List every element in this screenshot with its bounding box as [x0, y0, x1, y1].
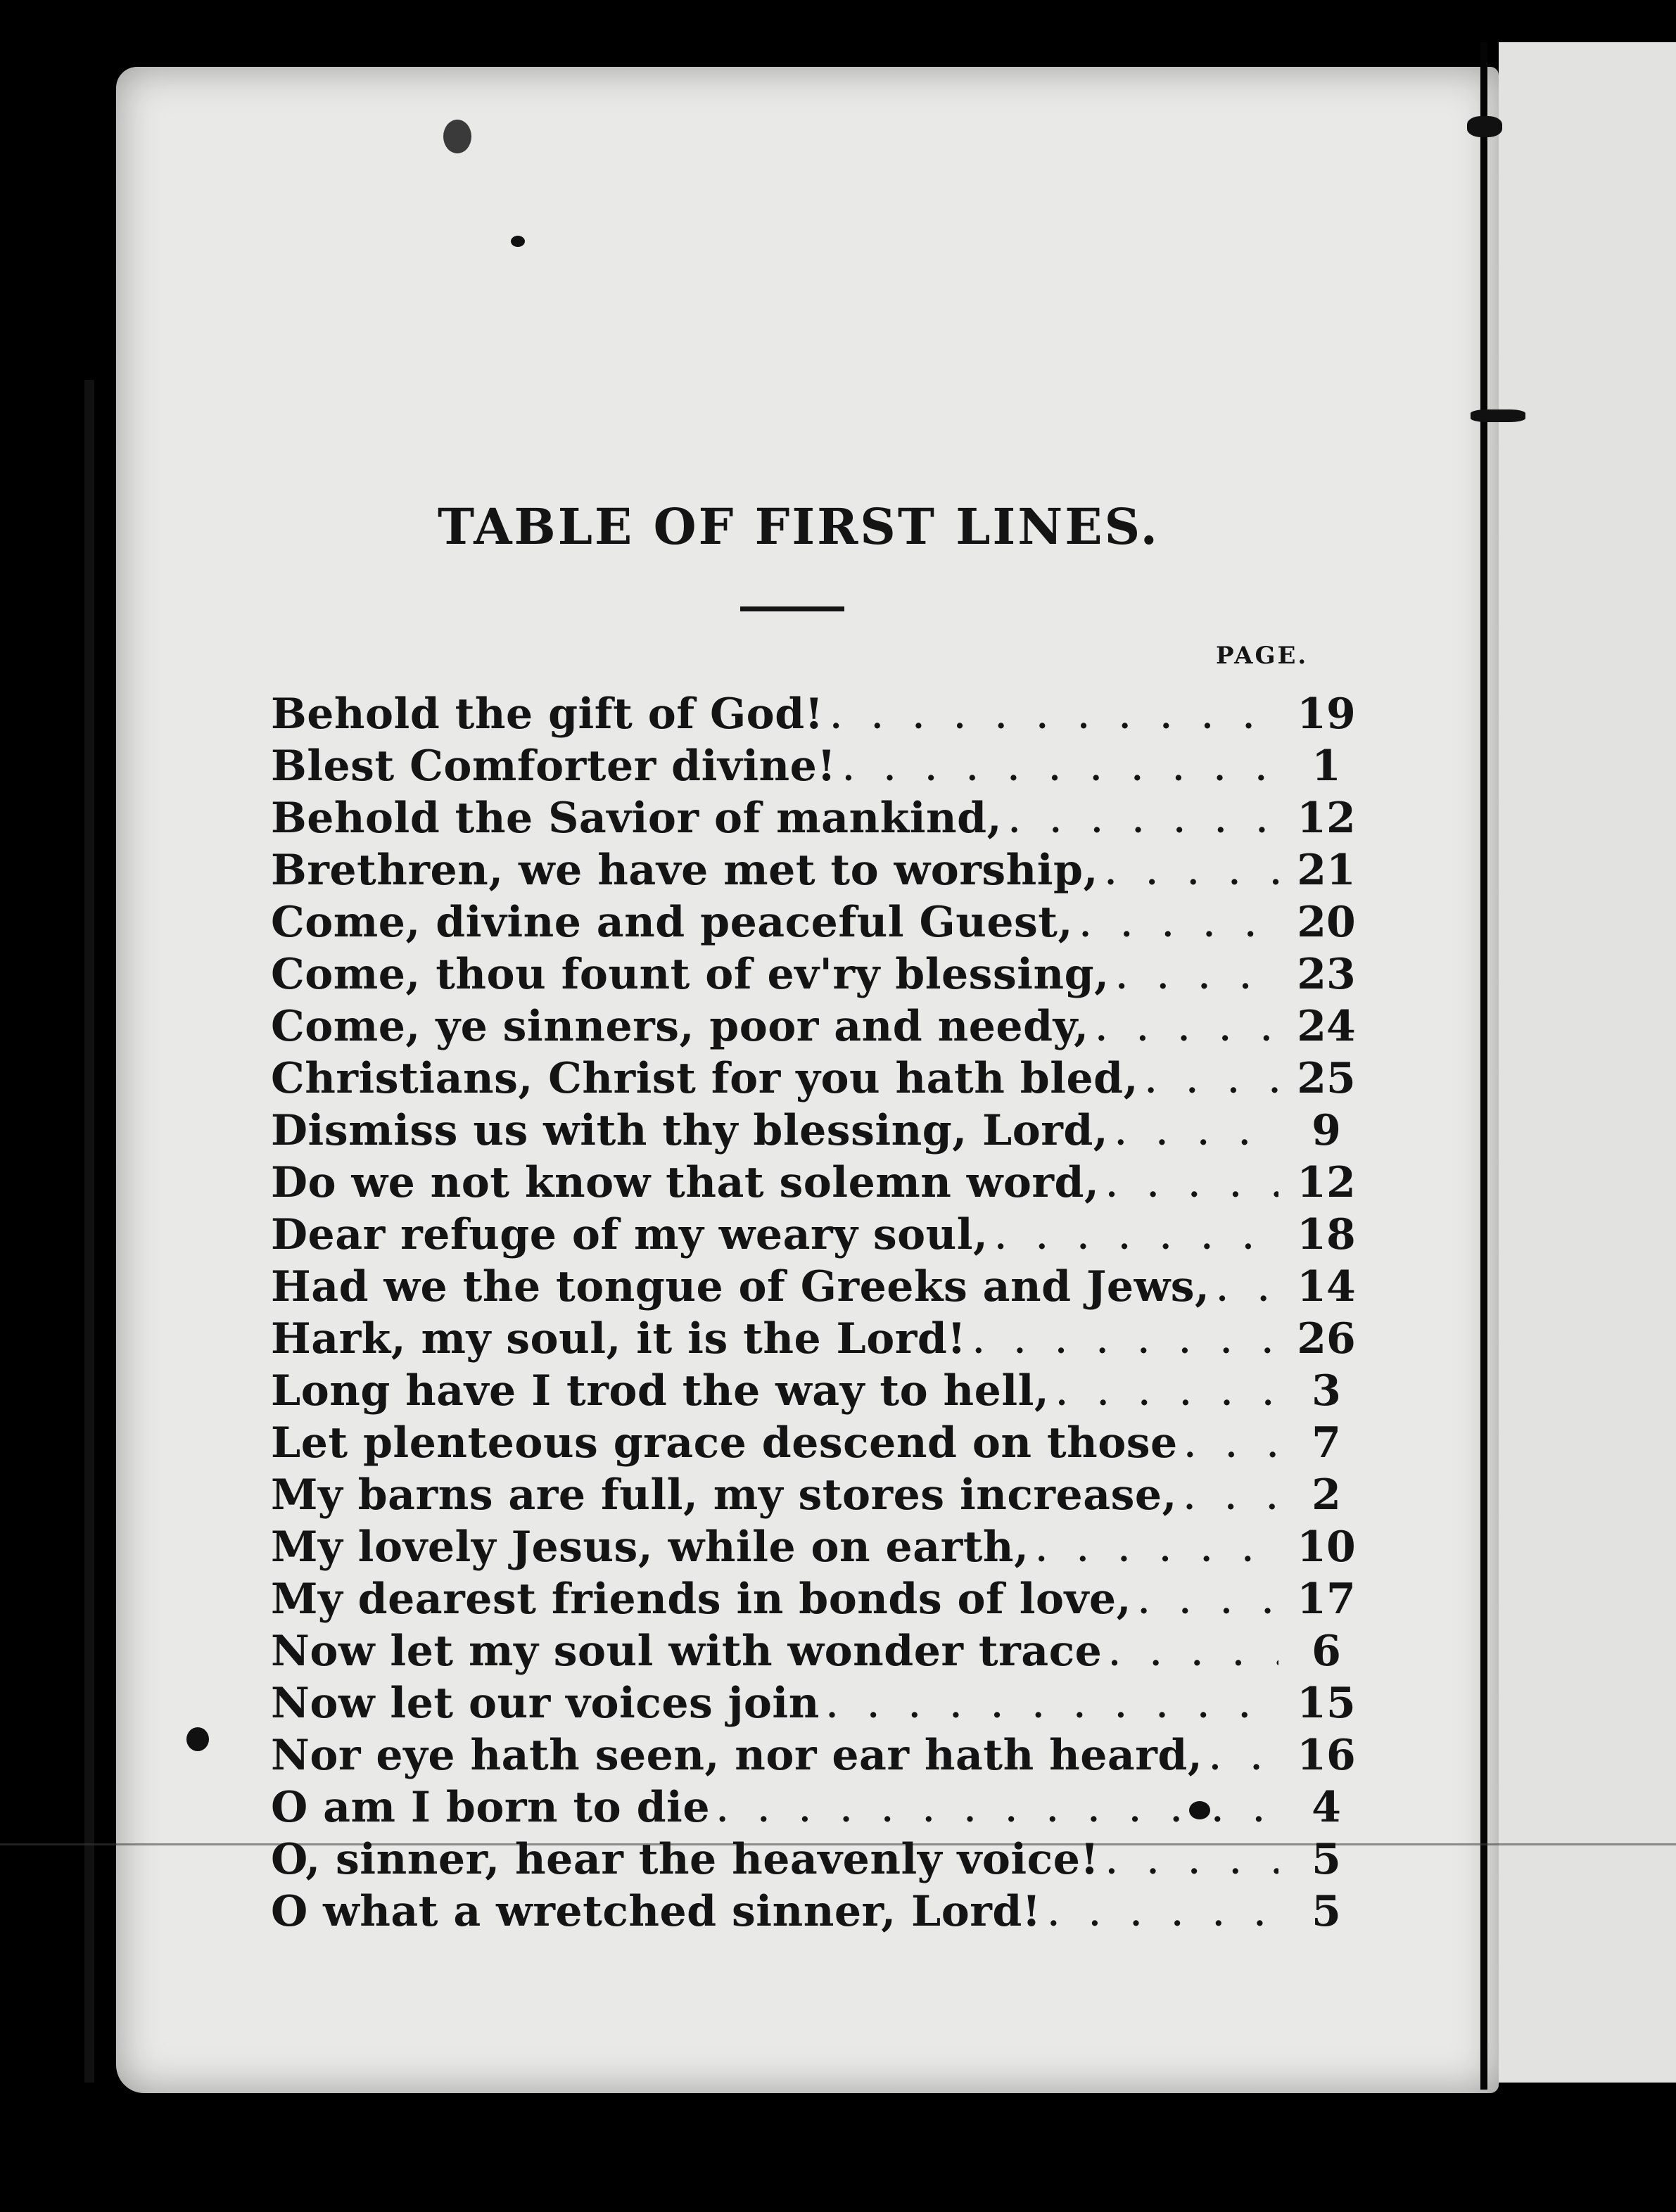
table-row: [271, 1262, 1361, 1314]
first-line-text: O, sinner, hear the heavenly voice!: [271, 1835, 1100, 1884]
dot-leader: [1096, 1012, 1278, 1048]
dot-leader: [1217, 1273, 1278, 1309]
page-number: 15: [1297, 1679, 1356, 1728]
first-line-text: O what a wretched sinner, Lord!: [271, 1887, 1041, 1936]
first-line-text: Do we not know that solemn word,: [271, 1158, 1100, 1207]
first-line-text: Behold the Savior of mankind,: [271, 794, 1002, 843]
page-number: 18: [1297, 1210, 1356, 1259]
table-row: [271, 1627, 1361, 1679]
page-number: 20: [1297, 898, 1356, 947]
dot-leader: [1145, 1064, 1278, 1100]
title-rule: [740, 606, 844, 611]
table-row: [271, 898, 1361, 950]
first-line-text: Blest Comforter divine!: [271, 742, 837, 791]
table-row: [271, 1210, 1361, 1262]
dot-leader: [1210, 1741, 1278, 1777]
table-row: [271, 1575, 1361, 1627]
page-number: 16: [1297, 1731, 1356, 1780]
ink-blot: [1467, 116, 1502, 137]
first-line-text: Dismiss us with thy blessing, Lord,: [271, 1106, 1109, 1155]
table-row: [271, 742, 1361, 794]
book-edge-shadow: [84, 380, 94, 2083]
page-number: 12: [1297, 1158, 1356, 1207]
page-number: 17: [1297, 1575, 1356, 1624]
page-number: 6: [1312, 1627, 1341, 1676]
table-row: [271, 950, 1361, 1002]
first-line-text: My dearest friends in bonds of love,: [271, 1575, 1131, 1624]
first-line-text: Now let our voices join: [271, 1679, 820, 1728]
page-number: 26: [1297, 1314, 1356, 1364]
table-row: [271, 846, 1361, 898]
dot-leader: [1184, 1481, 1278, 1517]
first-line-text: My barns are full, my stores increase,: [271, 1470, 1177, 1520]
first-line-text: My lovely Jesus, while on earth,: [271, 1523, 1029, 1572]
first-line-text: Hark, my soul, it is the Lord!: [271, 1314, 967, 1364]
first-line-text: Come, thou fount of ev'ry blessing,: [271, 950, 1110, 999]
dot-leader: [831, 700, 1279, 736]
first-line-text: Had we the tongue of Greeks and Jews,: [271, 1262, 1210, 1311]
dot-leader: [827, 1689, 1278, 1725]
page-number: 5: [1312, 1835, 1341, 1884]
dot-leader: [973, 1325, 1278, 1361]
table-row: [271, 1314, 1361, 1366]
page-number: 10: [1297, 1523, 1356, 1572]
table-row: [271, 1106, 1361, 1158]
first-line-text: Dear refuge of my weary soul,: [271, 1210, 989, 1259]
dot-leader: [1138, 1585, 1278, 1621]
ink-blot: [511, 236, 525, 247]
dot-leader: [1106, 1169, 1278, 1204]
page-number: 21: [1297, 846, 1356, 895]
first-line-text: Long have I trod the way to hell,: [271, 1366, 1050, 1416]
table-row: [271, 1366, 1361, 1418]
first-lines-table: [271, 689, 1361, 1939]
page-number: 7: [1312, 1418, 1341, 1468]
page-gutter: [1480, 42, 1487, 2090]
page-number: 3: [1312, 1366, 1341, 1416]
table-row: [271, 1783, 1361, 1835]
page-number: 1: [1312, 742, 1341, 791]
page-number: 24: [1297, 1002, 1356, 1051]
first-line-text: Let plenteous grace descend on those: [271, 1418, 1178, 1468]
facing-page-edge: [1499, 42, 1676, 2083]
first-line-text: Nor eye hath seen, nor ear hath heard,: [271, 1731, 1203, 1780]
table-row: [271, 689, 1361, 742]
table-row: [271, 1158, 1361, 1210]
dot-leader: [1009, 804, 1278, 840]
first-line-text: Brethren, we have met to worship,: [271, 846, 1098, 895]
dot-leader: [1106, 1845, 1278, 1881]
dot-leader: [1105, 856, 1278, 892]
dot-leader: [1116, 960, 1278, 996]
dot-leader: [1109, 1637, 1278, 1673]
table-row: [271, 1835, 1361, 1887]
first-line-text: Come, ye sinners, poor and needy,: [271, 1002, 1089, 1051]
dot-leader: [1115, 1117, 1278, 1152]
ink-blot: [1471, 409, 1525, 422]
first-line-text: Now let my soul with wonder trace: [271, 1627, 1103, 1676]
dot-leader: [995, 1221, 1278, 1257]
table-row: [271, 1470, 1361, 1523]
table-row: [271, 1887, 1361, 1939]
ink-blot: [186, 1727, 209, 1751]
table-row: [271, 1523, 1361, 1575]
page-title: TABLE OF FIRST LINES.: [437, 497, 1160, 556]
dot-leader: [717, 1793, 1278, 1829]
ink-blot: [443, 120, 471, 153]
page-number: 5: [1312, 1887, 1341, 1936]
page-number: 23: [1297, 950, 1356, 999]
table-row: [271, 1679, 1361, 1731]
first-line-text: O am I born to die: [271, 1783, 710, 1832]
page-column-header: PAGE.: [1216, 642, 1309, 670]
page-number: 14: [1297, 1262, 1356, 1311]
page-number: 2: [1312, 1470, 1341, 1520]
table-row: [271, 1002, 1361, 1054]
first-line-text: Come, divine and peaceful Guest,: [271, 898, 1073, 947]
first-line-text: Christians, Christ for you hath bled,: [271, 1054, 1139, 1103]
dot-leader: [1080, 908, 1278, 944]
first-line-text: Behold the gift of God!: [271, 689, 824, 739]
dot-leader: [1056, 1377, 1278, 1413]
page-number: 25: [1297, 1054, 1356, 1103]
page-number: 19: [1297, 689, 1356, 739]
table-row: [271, 1418, 1361, 1470]
page-number: 12: [1297, 794, 1356, 843]
dot-leader: [1048, 1898, 1278, 1933]
table-row: [271, 794, 1361, 846]
dot-leader: [843, 752, 1278, 788]
table-row: [271, 1731, 1361, 1783]
dot-leader: [1036, 1533, 1278, 1569]
dot-leader: [1185, 1429, 1278, 1465]
page-number: 9: [1312, 1106, 1341, 1155]
table-row: [271, 1054, 1361, 1106]
page-number: 4: [1312, 1783, 1341, 1832]
